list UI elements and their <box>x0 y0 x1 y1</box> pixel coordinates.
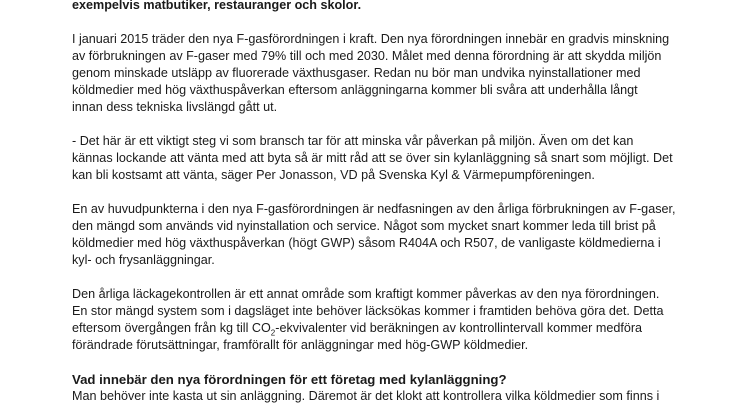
section-text: Man behöver inte kasta ut sin anläggning. Däremot är det klokt att kontrollera vilka köldmedier som finns i <box>72 389 660 403</box>
paragraph-fgas-regulation: I januari 2015 träder den nya F-gasförordningen i kraft. Den nya förordningen innebär en gradvis minskning av förbrukningen av F-gaser med 79% till och med 2030. Målet med denna förordning är att skydda miljön genom minskade utsläpp av fluorerade växthusgaser. Redan nu bör man undvika nyinstallationer med köldmedier med hög växthuspåverkan eftersom anläggningarna kommer bli svåra att underhålla långt innan dess tekniska livslängd gått ut. <box>72 32 670 114</box>
lead-text: exempelvis matbutiker, restauranger och skolor. <box>72 0 362 12</box>
leak-control-text-before: Den årliga läckagekontrollen är ett annat område som kraftigt kommer påverkas av den nya förordningen. En stor mängd system som i dagsläget inte behöver läcksökas kommer i framtiden behöva göra det. Detta eftersom övergången från kg till CO <box>72 287 664 335</box>
paragraph-phase-down: En av huvudpunkterna i den nya F-gasförordningen är nedfasningen av den årliga förbrukningen av F-gaser, den mängd som används vid nyinstallation och service. Något som mycket snart kommer leda till brist på köldmedier med hög växthuspåverkan (högt GWP) såsom R404A och R507, de vanligaste köldmedierna i kyl- och frysanläggningar. <box>72 202 676 267</box>
paragraph-quote: - Det här är ett viktigt steg vi som bransch tar för att minska vår påverkan på miljön. Även om det kan kännas lockande att vänta med att byta så är mitt råd att se över sin kylanläggning så snart som möjligt. Det kan bli kostsamt att vänta, säger Per Jonasson, VD på Svenska Kyl & Värmepumpföreningen. <box>72 134 673 182</box>
section-heading: Vad innebär den nya förordningen för ett företag med kylanläggning? <box>72 372 507 387</box>
document-page <box>72 0 682 405</box>
co2-subscript: 2 <box>270 328 276 338</box>
paragraph-leak-control <box>72 286 682 354</box>
leak-control-text-after: -ekvivalenter vid beräkningen av kontrollintervall kommer medföra förändrade förutsättningar, framförallt för anläggningar med hög-GWP köldmedier. <box>72 321 643 352</box>
